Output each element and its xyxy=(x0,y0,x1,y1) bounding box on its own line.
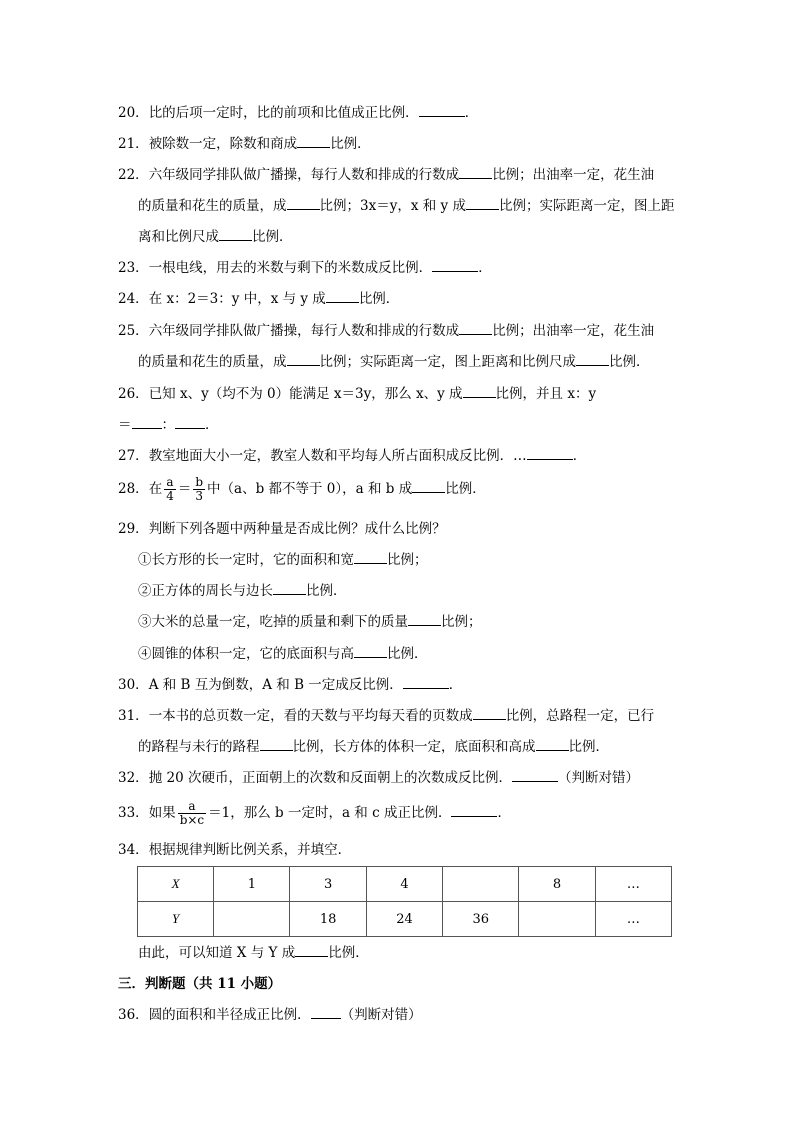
punct: ． xyxy=(205,417,219,433)
question-text: 比的后项一定时，比的前项和比值成正比例． xyxy=(148,105,419,121)
question-36 xyxy=(118,1006,422,1024)
question-31-line-1 xyxy=(118,707,654,725)
question-text: 六年级同学排队做广播操，每行人数和排成的行数成 xyxy=(148,323,460,339)
answer-blank[interactable] xyxy=(419,104,465,117)
answer-blank[interactable] xyxy=(175,416,205,429)
question-text: A 和 B 互为倒数，A 和 B 一定成反比例． xyxy=(148,677,403,693)
answer-blank[interactable] xyxy=(326,290,359,303)
question-text: 抛 20 次硬币，正面朝上的次数和反面朝上的次数成反比例． xyxy=(148,770,512,786)
question-text: 中（a、b 都不等于 0），a 和 b 成 xyxy=(207,481,413,497)
numerator: a xyxy=(178,800,206,814)
answer-blank[interactable] xyxy=(297,135,330,148)
question-number: 23． xyxy=(118,260,149,276)
punct: ． xyxy=(572,448,587,464)
sub-question-text: 比例． xyxy=(387,646,428,662)
question-text: 比例，总路程一定，已行 xyxy=(505,708,655,724)
answer-blank[interactable] xyxy=(219,228,252,241)
question-text: 已知 x、y（均不为 0）能满足 x＝3y，那么 x、y 成 xyxy=(148,386,463,402)
answer-blank[interactable] xyxy=(287,197,320,210)
question-text-end: 比例． xyxy=(358,291,400,307)
sub-question-text: ④圆锥的体积一定，它的底面积与高 xyxy=(138,646,354,662)
question-26-line-2 xyxy=(118,416,219,434)
table-cell: 24 xyxy=(366,902,442,937)
question-27 xyxy=(118,447,586,465)
question-text: ＝ xyxy=(118,417,132,433)
question-32 xyxy=(118,769,639,787)
punct: ． xyxy=(497,805,511,821)
table-cell: … xyxy=(595,867,671,902)
question-34 xyxy=(118,841,351,859)
question-text-end: 比例． xyxy=(330,136,371,152)
answer-blank[interactable] xyxy=(459,166,492,179)
punct: ． xyxy=(464,105,479,121)
answer-blank[interactable] xyxy=(451,804,497,817)
question-text: 比例；3x＝y，x 和 y 成 xyxy=(319,198,466,214)
question-29 xyxy=(118,520,446,538)
punct: ． xyxy=(478,260,492,276)
question-text: 比例． xyxy=(328,945,369,961)
table-cell: 1 xyxy=(214,867,290,902)
question-29-item-4 xyxy=(138,645,428,663)
question-number: 29． xyxy=(118,521,149,537)
question-text: 离和比例尺成 xyxy=(138,229,219,245)
question-26-line-1 xyxy=(118,385,596,403)
question-30 xyxy=(118,676,462,694)
question-text: 在 xyxy=(148,481,163,497)
question-number: 22． xyxy=(118,167,149,183)
question-29-item-2 xyxy=(138,582,347,600)
sub-question-text: ③大米的总量一定，吃掉的质量和剩下的质量 xyxy=(138,614,408,630)
answer-blank[interactable] xyxy=(463,385,496,398)
answer-blank[interactable] xyxy=(260,738,293,751)
judge-hint: （判断对错） xyxy=(557,770,639,786)
table-cell-blank[interactable] xyxy=(519,902,595,937)
question-text: 的路程与未行的路程 xyxy=(138,739,260,755)
table-cell: … xyxy=(595,902,671,937)
answer-blank[interactable] xyxy=(354,551,387,564)
fraction-a-over-bc xyxy=(178,800,206,827)
denominator: b×c xyxy=(179,813,205,827)
equals-sign: ＝ xyxy=(177,481,192,497)
question-20 xyxy=(118,104,478,122)
question-text: 在 x：2＝3：y 中，x 与 y 成 xyxy=(148,291,326,307)
question-22-line-3 xyxy=(138,228,293,246)
question-text: 的质量和花生的质量，成 xyxy=(138,198,287,214)
question-text: 被除数一定，除数和商成 xyxy=(148,136,298,152)
question-text: 比例；实际距离一定，图上距 xyxy=(498,198,675,214)
question-text: 圆的面积和半径成正比例． xyxy=(148,1007,311,1023)
fraction-a-over-4 xyxy=(164,476,176,503)
question-text: 比例． xyxy=(252,229,293,245)
answer-blank[interactable] xyxy=(354,645,387,658)
question-29-item-3 xyxy=(138,613,482,631)
table-cell: 18 xyxy=(290,902,366,937)
answer-blank[interactable] xyxy=(311,1006,341,1019)
question-number: 33． xyxy=(118,805,149,821)
question-21 xyxy=(118,135,371,153)
answer-blank[interactable] xyxy=(287,353,320,366)
question-23 xyxy=(118,259,492,277)
question-text: 比例． xyxy=(609,354,650,370)
answer-blank[interactable] xyxy=(473,707,506,720)
sub-question-text: 比例； xyxy=(441,614,482,630)
judge-hint: （判断对错） xyxy=(340,1007,422,1023)
question-22-line-1 xyxy=(118,166,654,184)
question-number: 27． xyxy=(118,448,149,464)
question-text: 判断下列各题中两种量是否成比例？成什么比例？ xyxy=(148,521,446,537)
table-cell-blank[interactable] xyxy=(214,902,290,937)
question-text: 比例；出油率一定，花生油 xyxy=(492,167,655,183)
numerator: b xyxy=(195,475,204,489)
answer-blank[interactable] xyxy=(132,416,162,429)
question-22-line-2 xyxy=(138,197,674,215)
question-text: 比例，长方体的体积一定，底面积和高成 xyxy=(292,739,536,755)
answer-blank[interactable] xyxy=(459,322,492,335)
question-34-conclusion xyxy=(138,944,369,962)
table-cell: 36 xyxy=(443,902,519,937)
sub-question-text: ②正方体的周长与边长 xyxy=(138,583,273,599)
sub-question-text: 比例； xyxy=(387,552,428,568)
question-number: 30． xyxy=(118,677,149,693)
question-text: 教室地面大小一定，教室人数和平均每人所占面积成反比例．… xyxy=(148,448,527,464)
question-number: 21． xyxy=(118,136,149,152)
question-number: 36． xyxy=(118,1007,149,1023)
table-cell: 3 xyxy=(290,867,366,902)
question-text: 六年级同学排队做广播操，每行人数和排成的行数成 xyxy=(148,167,460,183)
answer-blank[interactable] xyxy=(576,353,609,366)
answer-blank[interactable] xyxy=(512,769,558,782)
question-number: 28． xyxy=(118,481,149,497)
denominator: 4 xyxy=(166,489,174,503)
sub-question-text: 比例． xyxy=(306,583,347,599)
question-number: 32． xyxy=(118,770,149,786)
question-text: 如果 xyxy=(148,805,176,821)
question-text: 比例，并且 x：y xyxy=(495,386,597,402)
answer-blank[interactable] xyxy=(536,738,569,751)
question-text: ＝1，那么 b 一定时，a 和 c 成正比例． xyxy=(208,805,452,821)
question-text: 比例；出油率一定，花生油 xyxy=(492,323,655,339)
question-text-end: 比例． xyxy=(445,481,486,497)
question-text: 比例；实际距离一定，图上距离和比例尺成 xyxy=(319,354,576,370)
table-cell-blank[interactable] xyxy=(443,867,519,902)
answer-blank[interactable] xyxy=(403,676,449,689)
question-29-item-1 xyxy=(138,551,428,569)
question-28 xyxy=(118,474,486,504)
question-31-line-2 xyxy=(138,738,609,756)
punct: ． xyxy=(448,677,463,693)
pattern-table xyxy=(137,866,672,937)
sub-question-text: ①长方形的长一定时，它的面积和宽 xyxy=(138,552,354,568)
answer-blank[interactable] xyxy=(432,259,478,272)
question-text: 一根电线，用去的米数与剩下的米数成反比例． xyxy=(148,260,433,276)
answer-blank[interactable] xyxy=(412,480,445,493)
fraction-b-over-3 xyxy=(193,476,205,503)
question-25-line-1 xyxy=(118,322,654,340)
answer-blank[interactable] xyxy=(273,582,306,595)
table-cell: 4 xyxy=(366,867,442,902)
table-cell: Y xyxy=(138,902,214,937)
numerator: a xyxy=(164,476,176,490)
table-row-y xyxy=(138,902,672,937)
question-number: 20． xyxy=(118,105,149,121)
question-number: 31． xyxy=(118,708,149,724)
question-24 xyxy=(118,290,399,308)
question-text: ： xyxy=(161,417,175,433)
table-row-x xyxy=(138,867,672,902)
section-heading: 三．判断题（共 11 小题） xyxy=(118,976,282,992)
question-number: 24． xyxy=(118,291,149,307)
table-cell: 8 xyxy=(519,867,595,902)
answer-blank[interactable] xyxy=(527,447,573,460)
answer-blank[interactable] xyxy=(295,944,328,957)
question-text: 一本书的总页数一定，看的天数与平均每天看的页数成 xyxy=(148,708,473,724)
answer-blank[interactable] xyxy=(408,613,441,626)
question-25-line-2 xyxy=(138,353,650,371)
denominator: 3 xyxy=(195,489,203,503)
question-text: 由此，可以知道 X 与 Y 成 xyxy=(138,945,296,961)
question-text: 根据规律判断比例关系，并填空． xyxy=(148,842,352,858)
question-number: 26． xyxy=(118,386,149,402)
question-number: 25． xyxy=(118,323,149,339)
question-text: 的质量和花生的质量，成 xyxy=(138,354,287,370)
question-number: 34． xyxy=(118,842,149,858)
answer-blank[interactable] xyxy=(466,197,499,210)
question-text: 比例． xyxy=(568,739,609,755)
table-cell: X xyxy=(138,867,214,902)
question-33 xyxy=(118,797,511,829)
